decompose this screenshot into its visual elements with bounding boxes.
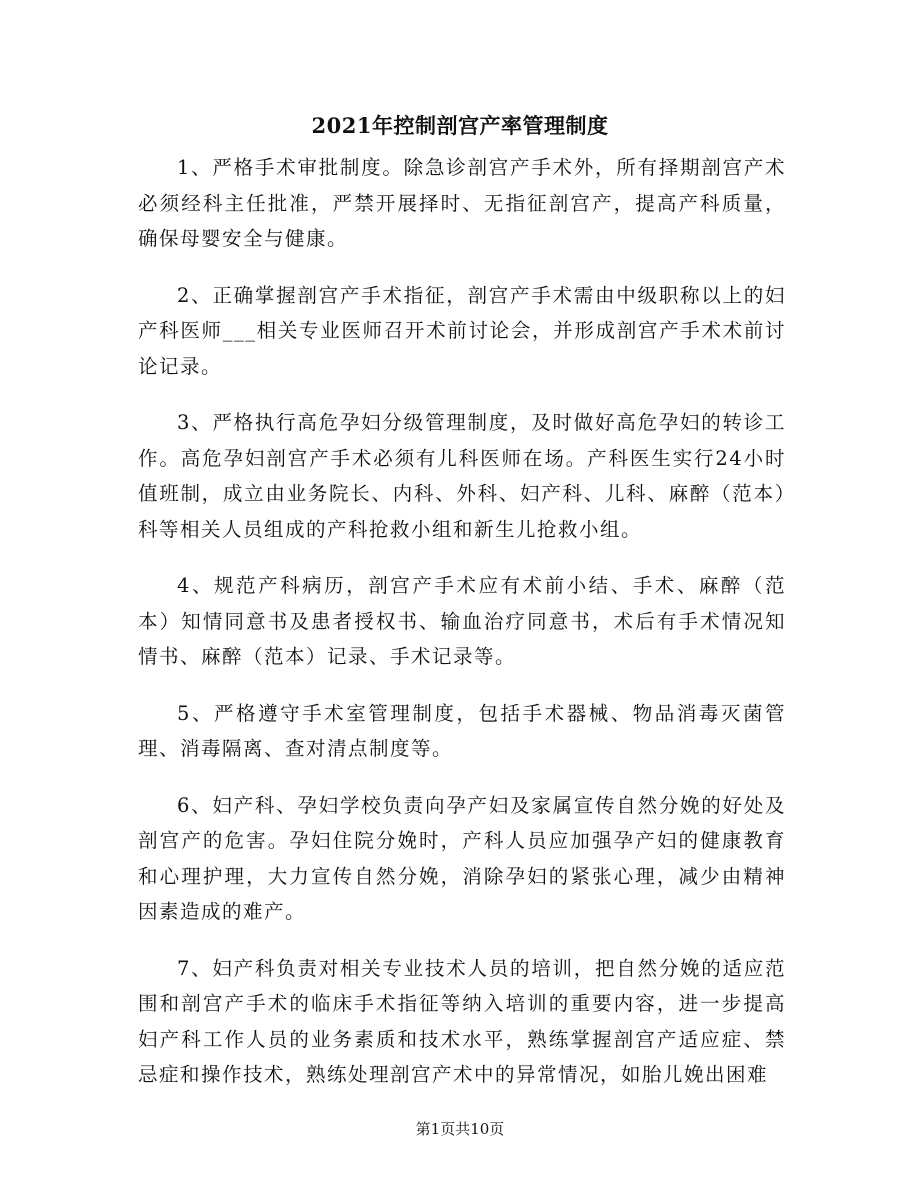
page-number-footer: 第1页共10页 [415, 1120, 505, 1138]
paragraph-5: 5、严格遵守手术室管理制度，包括手术器械、物品消毒灭菌管理、消毒隔离、查对清点制度等。 [138, 701, 786, 760]
paragraph-7: 7、妇产科负责对相关专业技术人员的培训，把自然分娩的适应范围和剖宫产手术的临床手术指征等纳入培训的重要内容，进一步提高妇产科工作人员的业务素质和技术水平，熟练掌握剖宫产适应症、禁忌症和操作技术，熟练处理剖宫产术中的异常情况，如胎儿娩出困难 [138, 956, 786, 1086]
paragraph-4: 4、规范产科病历，剖宫产手术应有术前小结、手术、麻醉（范本）知情同意书及患者授权书、输血治疗同意书，术后有手术情况知情书、麻醉（范本）记录、手术记录等。 [138, 574, 786, 668]
document-title: 2021年控制剖宫产率管理制度 [311, 113, 609, 138]
paragraph-1: 1、严格手术审批制度。除急诊剖宫产手术外，所有择期剖宫产术必须经科主任批准，严禁开展择时、无指征剖宫产，提高产科质量，确保母婴安全与健康。 [138, 156, 786, 250]
paragraph-3: 3、严格执行高危孕妇分级管理制度，及时做好高危孕妇的转诊工作。高危孕妇剖宫产手术必须有儿科医师在场。产科医生实行24小时值班制，成立由业务院长、内科、外科、妇产科、儿科、麻醉（范本）科等相关人员组成的产科抢救小组和新生儿抢救小组。 [138, 411, 786, 541]
paragraph-2: 2、正确掌握剖宫产手术指征，剖宫产手术需由中级职称以上的妇产科医师___相关专业医师召开术前讨论会，并形成剖宫产手术术前讨论记录。 [138, 283, 786, 378]
paragraph-6: 6、妇产科、孕妇学校负责向孕产妇及家属宣传自然分娩的好处及剖宫产的危害。孕妇住院分娩时，产科人员应加强孕产妇的健康教育和心理护理，大力宣传自然分娩，消除孕妇的紧张心理，减少由精神因素造成的难产。 [138, 793, 786, 923]
document-body [138, 150, 786, 1114]
